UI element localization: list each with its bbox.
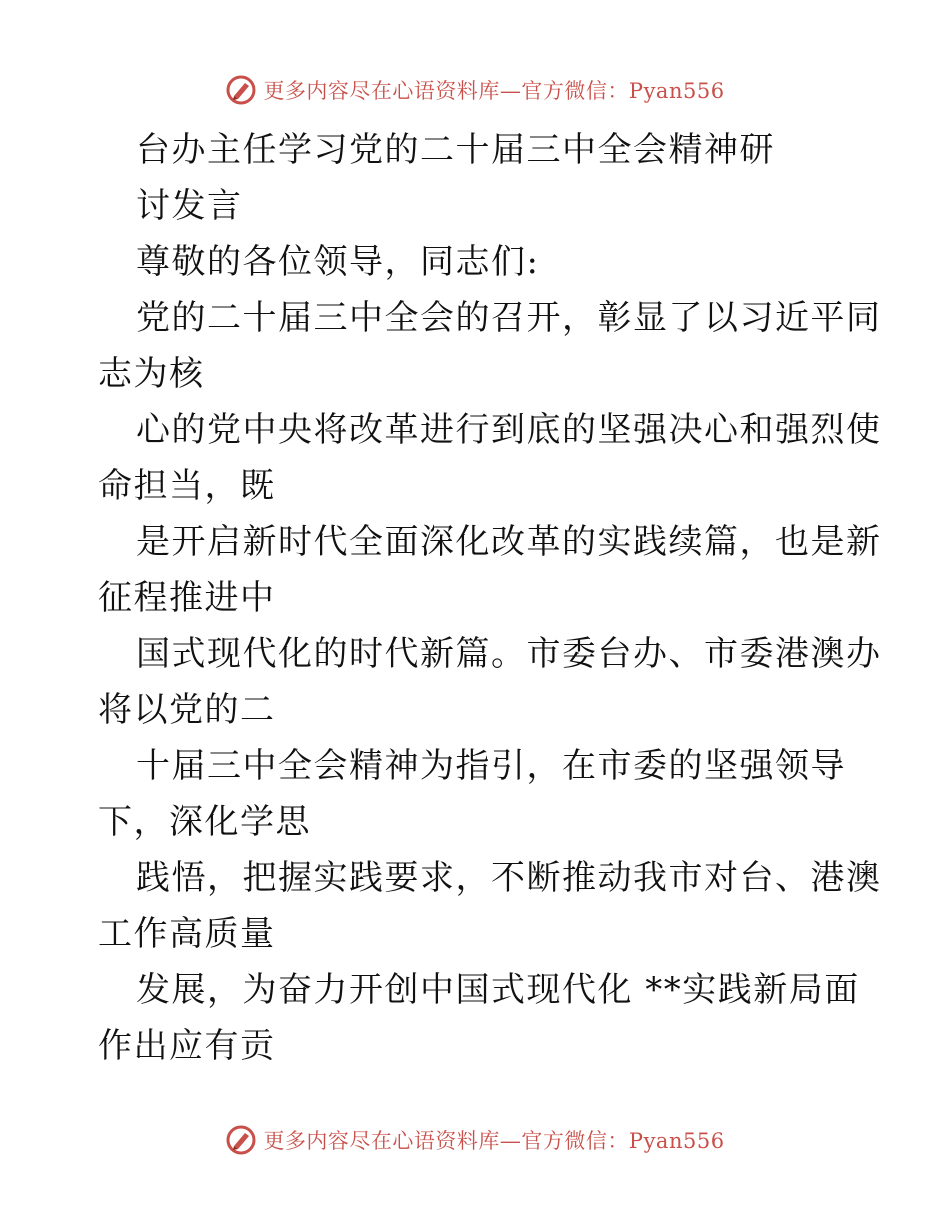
body-line: 命担当，既	[98, 466, 276, 506]
body-line: 工作高质量	[98, 914, 276, 954]
salutation: 尊敬的各位领导，同志们:	[136, 242, 540, 282]
body-line: 作出应有贡	[98, 1026, 276, 1066]
body-line: 心的党中央将改革进行到底的坚强决心和强烈使	[136, 410, 882, 450]
body-line: 国式现代化的时代新篇。市委台办、市委港澳办	[136, 634, 882, 674]
body-line: 是开启新时代全面深化改革的实践续篇，也是新	[136, 522, 882, 562]
footer-banner	[0, 1120, 950, 1160]
document-body	[98, 122, 882, 1074]
doc-title-line-1: 台办主任学习党的二十届三中全会精神研	[136, 130, 775, 170]
body-line: 将以党的二	[98, 690, 276, 730]
body-line: 十届三中全会精神为指引，在市委的坚强领导	[136, 746, 846, 786]
body-line: 发展，为奋力开创中国式现代化 **实践新局面	[136, 970, 860, 1010]
banner-text: 更多内容尽在心语资料库—官方微信：Pyan556	[263, 79, 725, 103]
doc-title-line-2: 讨发言	[136, 186, 243, 226]
body-line: 践悟，把握实践要求，不断推动我市对台、港澳	[136, 858, 882, 898]
body-line: 党的二十届三中全会的召开，彰显了以习近平同	[136, 298, 882, 338]
body-line: 征程推进中	[98, 578, 276, 618]
body-line: 志为核	[98, 354, 205, 394]
body-line: 下，深化学思	[98, 802, 311, 842]
banner-text: 更多内容尽在心语资料库—官方微信：Pyan556	[263, 1129, 725, 1153]
pen-circle-logo-icon	[225, 74, 257, 106]
pen-circle-logo-icon	[225, 1124, 257, 1156]
header-banner	[0, 70, 950, 110]
